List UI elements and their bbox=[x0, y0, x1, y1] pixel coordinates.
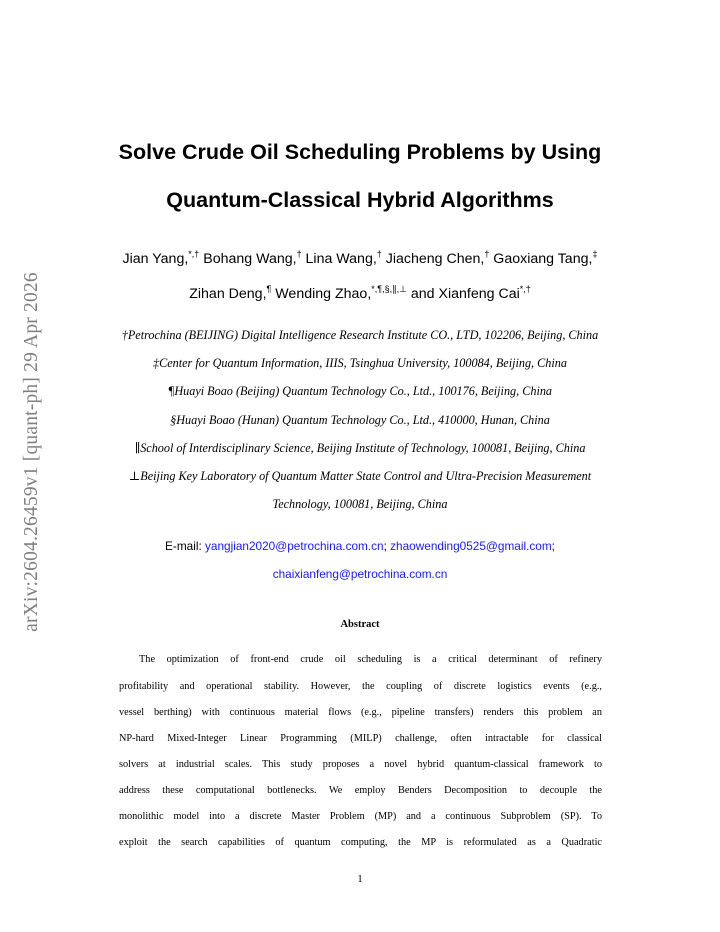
abstract-line: monolithic model into a discrete Master Problem (MP) and a continuous Subproblem (SP). To bbox=[119, 811, 602, 822]
author-name: Gaoxiang Tang, bbox=[489, 251, 593, 267]
abstract-line: address these computational bottlenecks. We employ Benders Decomposition to decouple the bbox=[119, 785, 602, 796]
email-link-zhao[interactable]: zhaowending0525@gmail.com bbox=[390, 539, 552, 553]
author-affiliation-mark: † bbox=[376, 249, 382, 259]
affiliation-bit: ∥School of Interdisciplinary Science, Beijing Institute of Technology, 100081, Beijing, China bbox=[134, 441, 586, 455]
author-affiliation-mark: † bbox=[484, 249, 490, 259]
author-affiliation-mark: ¶ bbox=[266, 284, 272, 294]
abstract-line: NP-hard Mixed-Integer Linear Programming (MILP) challenge, often intractable for classical bbox=[119, 733, 602, 744]
abstract-line: exploit the search capabilities of quantum computing, the MP is reformulated as a Quadratic bbox=[119, 837, 602, 848]
author-list-line-1 bbox=[60, 250, 660, 268]
abstract-line: The optimization of front-end crude oil scheduling is a critical determinant of refinery bbox=[139, 654, 602, 665]
paper-title-line-1: Solve Crude Oil Scheduling Problems by Using bbox=[118, 140, 602, 164]
email-line-2 bbox=[60, 567, 660, 582]
author-affiliation-mark: *,¶,§,∥,⊥ bbox=[371, 284, 407, 294]
author-name: Bohang Wang, bbox=[199, 251, 297, 267]
page-number: 1 bbox=[357, 873, 363, 885]
email-link-cai[interactable]: chaixianfeng@petrochina.com.cn bbox=[272, 567, 448, 581]
author-name: Lina Wang, bbox=[301, 251, 377, 267]
author-list-line-2 bbox=[60, 285, 660, 303]
affiliation-key-laboratory: ⊥Beijing Key Laboratory of Quantum Matter State Control and Ultra-Precision Measurement bbox=[128, 469, 592, 483]
affiliation-huayi-boao-beijing: ¶Huayi Boao (Beijing) Quantum Technology Co., Ltd., 100176, Beijing, China bbox=[167, 384, 553, 398]
arxiv-identifier-stamp: arXiv:2604.26459v1 [quant-ph] 29 Apr 2026 bbox=[21, 272, 42, 632]
author-affiliation-mark: *,† bbox=[519, 284, 531, 294]
author-name: Zihan Deng, bbox=[189, 286, 267, 302]
affiliation-key-laboratory-cont: Technology, 100081, Beijing, China bbox=[272, 497, 448, 511]
paper-title-line-2: Quantum-Classical Hybrid Algorithms bbox=[166, 188, 554, 212]
author-affiliation-mark: ‡ bbox=[592, 249, 598, 259]
affiliation-tsinghua: ‡Center for Quantum Information, IIIS, Tsinghua University, 100084, Beijing, China bbox=[153, 356, 567, 370]
abstract-line: profitability and operational stability. However, the coupling of discrete logistics events (e.g., bbox=[119, 681, 602, 692]
email-link-yang[interactable]: yangjian2020@petrochina.com.cn bbox=[205, 539, 384, 553]
affiliation-petrochina-beijing: †Petrochina (BEIJING) Digital Intelligence Research Institute CO., LTD, 102206, Beijing, China bbox=[121, 328, 599, 342]
abstract-line: vessel berthing) with continuous material flows (e.g., pipeline transfers) renders this problem an bbox=[119, 707, 602, 718]
author-name: and Xianfeng Cai bbox=[406, 286, 520, 302]
email-separator: ; bbox=[551, 539, 555, 553]
author-name: Wending Zhao, bbox=[271, 286, 372, 302]
email-separator: ; bbox=[383, 539, 391, 553]
author-affiliation-mark: *,† bbox=[188, 249, 200, 259]
author-name: Jiacheng Chen, bbox=[381, 251, 485, 267]
abstract-line: solvers at industrial scales. This study proposes a novel hybrid quantum-classical framework to bbox=[119, 759, 602, 770]
abstract-heading: Abstract bbox=[340, 619, 380, 630]
email-label: E-mail: bbox=[165, 539, 206, 553]
affiliation-huayi-boao-hunan: §Huayi Boao (Hunan) Quantum Technology Co., Ltd., 410000, Hunan, China bbox=[170, 413, 550, 427]
author-affiliation-mark: † bbox=[296, 249, 302, 259]
author-name: Jian Yang, bbox=[122, 251, 189, 267]
email-line-1 bbox=[60, 539, 660, 554]
